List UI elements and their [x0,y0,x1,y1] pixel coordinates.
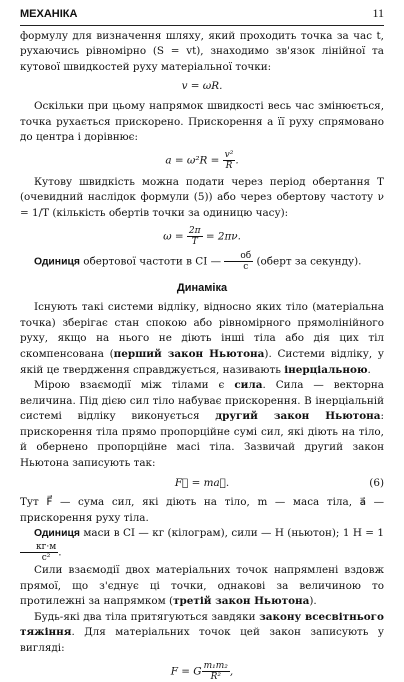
formula-acceleration: a = ω²R = $\frac{\text{v²}}{R}$ . [165,149,239,171]
paragraph-3: Кутову швидкість можна подати через період обертання T (очевидний наслідок формули (5)) або через обертову частоту ν = 1/T (кількість обертів точки за одиницю часу): [20,175,384,219]
running-header [20,6,384,26]
paragraph-legend: Тут F⃗ — сума сил, які діють на тіло, m — маса тіла, a⃗ — прискорення руху тіла. [20,496,384,524]
fraction: $\frac{\text{m₁m₂}}{\text{R²}}$ [203,660,228,682]
section-title: МЕХАНІКА [20,8,78,20]
paragraph-unit-frequency: Одиниця обертової частоти в СІ — $\frac{об}{с}$ (оберт за секунду). [34,250,362,272]
paragraph-gravitation: Будь-які два тіла притягуються завдяки закону всесвітнього тяжіння. Для матеріальних точок цей закон записують у вигляді: [20,610,384,654]
paragraph-third-law: Сили взаємодії двох матеріальних точок напрямлені вздовж прямої, що з'єднує ці точки, однакові за величиною то протилежні за напрямком (третій закон Ньютона). [20,564,384,608]
paragraph-1: формулу для визначення шляху, який проходить точка за час t, рухаючись рівномірно (S = vt), знаходимо зв'язок лінійної та кутової швидкостей руху матеріальної точки: [20,29,384,73]
formula-gravitation: F = G $\frac{\text{m₁m₂}}{\text{R²}}$ , [170,660,234,682]
fraction: $\frac{2\pi}{T}$ [188,225,201,247]
fraction: $\frac{кг\cdot м}{\text{с²}}$ [20,542,58,563]
fraction: $\frac{об}{с}$ [224,251,253,272]
section-heading: Динаміка [176,281,228,294]
paragraph-first-law: Існують такі системи відліку, відносно яких тіло (матеріальна точка) зберігає стан спокою або рівномірного прямолінійного руху, якщо на нього не діють інші тіла або дія цих тіл скомпенсована (перший закон Ньютона). Системи відліку, у якій це твердження справджується, називають інерціальною. [20,301,385,376]
formula-linear-angular: v = ωR. [181,80,223,93]
fraction: $\frac{\text{v²}}{R}$ [224,149,234,171]
equation-number: (6) [369,476,384,489]
paragraph-unit-mass: Одиниця маси в СІ — кг (кілограм), сили — Н (ньютон); 1 Н = 1 $\frac{кг\cdot м}{\text{с²}}$ . [20,526,384,563]
formula-second-law: F⃗ = ma⃗. (6) [20,476,384,492]
paragraph-2: Оскільки при цьому напрямок швидкості весь час змінюється, точка рухається прискорено. Прискорення a її руху спрямовано до центра і дорівнює: [20,99,384,144]
page-number: 11 [372,6,384,20]
formula-angular-velocity: ω = $\frac{2\pi}{T}$ = 2πν. [163,225,241,247]
paragraph-second-law: Мірою взаємодії між тілами є сила. Сила — векторна величина. Під дією сил тіло набуває прискорення. В інерціальній системі відліку виконується другий закон Ньютона: прискорення тіла прямо пропорційне сумі сил, які діють на тіло, й обернено пропорційне масі тіла. Зазвичай другий закон Ньютона записують так: [20,379,385,470]
